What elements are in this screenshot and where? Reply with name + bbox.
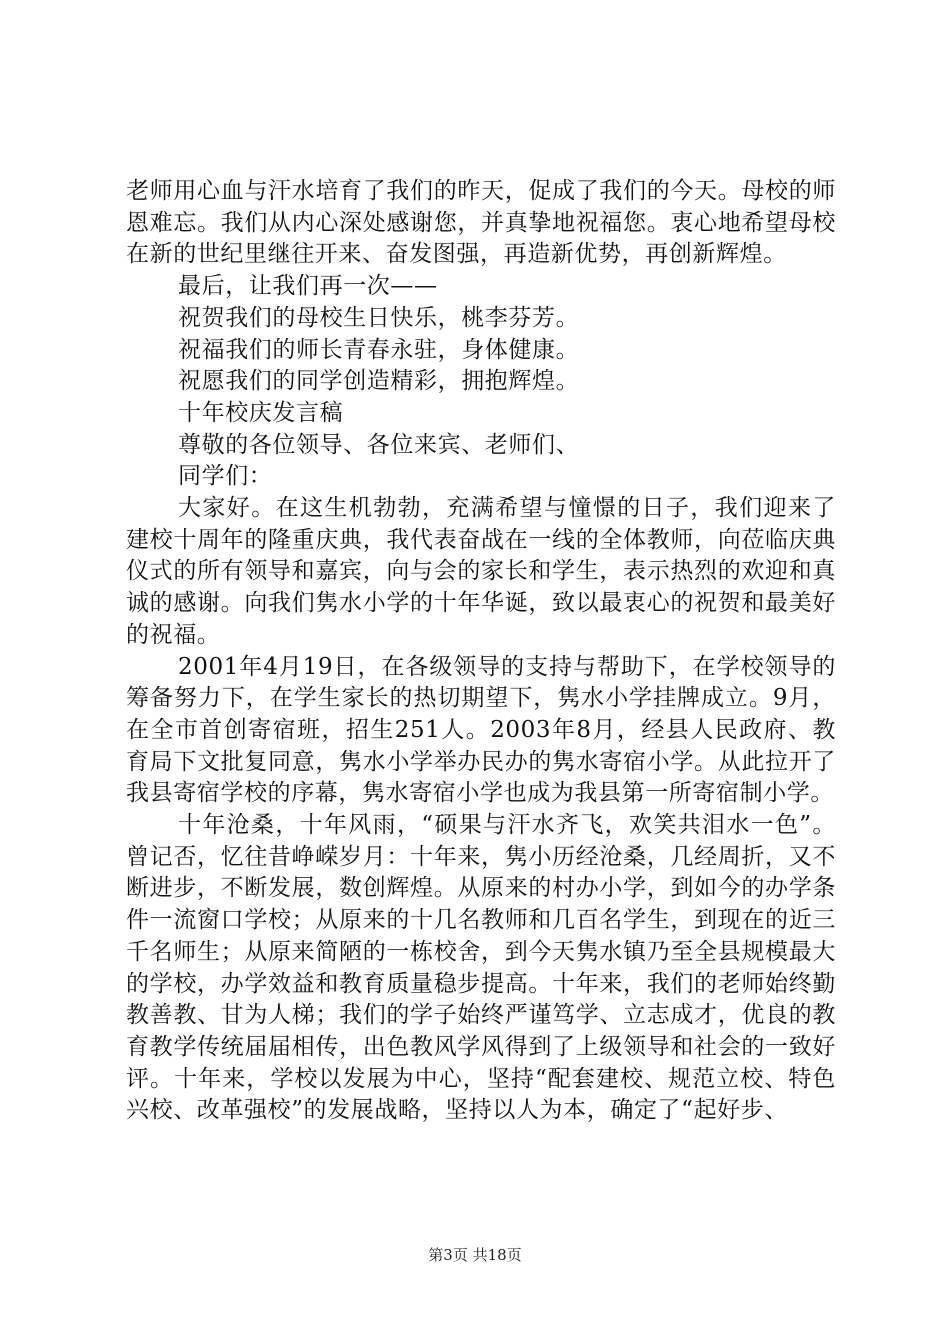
paragraph-4: 祝福我们的师长青春永驻，身体健康。 [178,336,580,363]
paragraph-3: 祝贺我们的母校生日快乐，桃李芬芳。 [178,304,580,331]
salutation-line-2: 同学们： [178,463,273,490]
page-number: 第3页 共18页 [428,1246,522,1264]
paragraph-decade: 十年沧桑，十年风雨，“硕果与汗水齐飞，欢笑共泪水一色”。曾记否，忆往昔峥嵘岁月：十年来，隽小历经沧桑，几经周折，又不断进步，不断发展，数创辉煌。从原来的村办小学，到如今的办学条件一流窗口学校；从原来的十几名教师和几百名学生，到现在的近三千名师生；从原来简陋的一栋校舍，到今天隽水镇乃至全县规模最大的学校，办学效益和教育质量稳步提高。十年来，我们的老师始终勤教善教、甘为人梯；我们的学子始终严谨笃学、立志成才，优良的教育教学传统届届相传，出色教风学风得到了上级领导和社会的一致好评。十年来，学校以发展为中心，坚持“配套建校、规范立校、特色兴校、改革强校”的发展战略，坚持以人为本，确定了“起好步、 [126,812,836,1124]
paragraph-history: 2001年4月19日，在各级领导的支持与帮助下，在学校领导的筹备努力下，在学生家长的热切期望下，隽水小学挂牌成立。9月，在全市首创寄宿班，招生251人。2003年8月，经县人民政府、教育局下文批复同意，隽水小学举办民办的隽水寄宿小学。从此拉开了我县寄宿学校的序幕，隽水寄宿小学也成为我县第一所寄宿制小学。 [126,653,836,807]
salutation-line-1: 尊敬的各位领导、各位来宾、老师们、 [178,431,580,458]
paragraph-5: 祝愿我们的同学创造精彩，拥抱辉煌。 [178,368,580,395]
paragraph-1: 老师用心血与汗水培育了我们的昨天，促成了我们的今天。母校的师恩难忘。我们从内心深处感谢您，并真挚地祝福您。衷心地希望母校在新的世纪里继往开来、奋发图强，再造新优势，再创新辉煌。 [126,178,836,268]
document-body [126,176,836,1127]
paragraph-greeting: 大家好。在这生机勃勃，充满希望与憧憬的日子，我们迎来了建校十周年的隆重庆典，我代表奋战在一线的全体教师，向莅临庆典仪式的所有领导和嘉宾，向与会的家长和学生，表示热烈的欢迎和真诚的感谢。向我们隽水小学的十年华诞，致以最衷心的祝贺和最美好的祝福。 [126,495,836,648]
section-title: 十年校庆发言稿 [178,399,344,426]
paragraph-2: 最后，让我们再一次—— [178,273,438,300]
